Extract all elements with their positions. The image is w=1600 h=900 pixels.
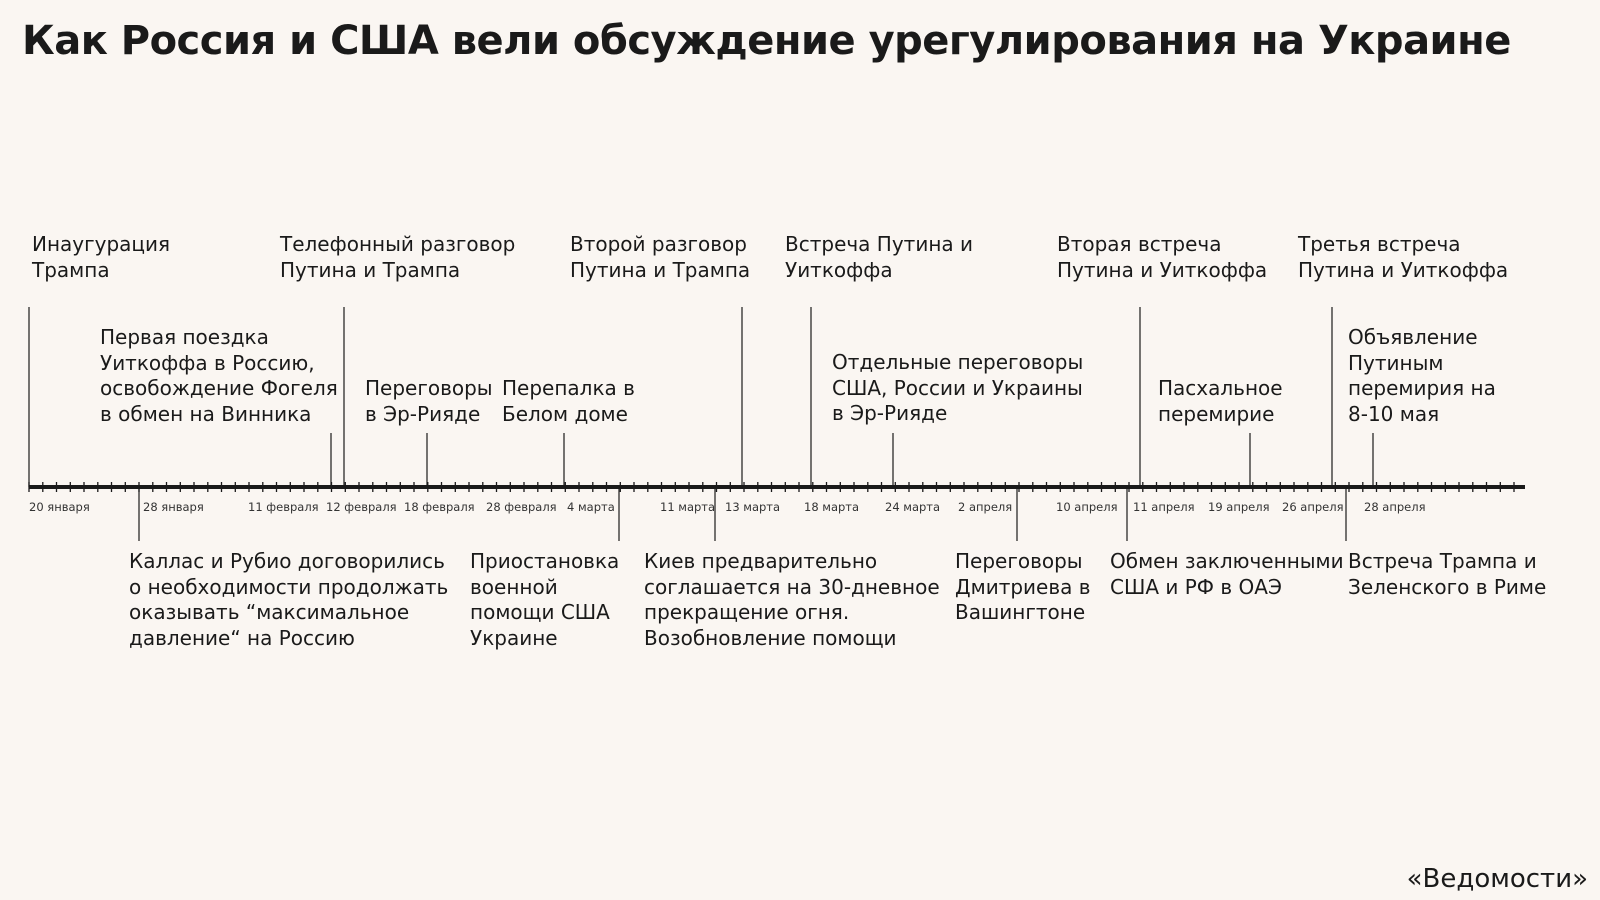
event-aid-suspension: Приостановка военной помощи США Украине — [470, 549, 620, 650]
event-easter-truce: Пасхальное перемирие — [1158, 376, 1283, 426]
axis-date-label: 28 января — [143, 500, 204, 514]
event-prisoner-exchange: Обмен заключенными США и РФ в ОАЭ — [1110, 549, 1344, 599]
event-separate-riyadh-talks: Отдельные переговоры США, России и Украины в Эр-Рияде — [832, 350, 1084, 426]
event-may-truce-announcement: Объявление Путиным перемирия на 8-10 мая — [1348, 325, 1496, 426]
event-inauguration: Инаугурация Трампа — [32, 232, 171, 282]
event-second-call: Второй разговор Путина и Трампа — [570, 232, 751, 282]
axis-date-label: 2 апреля — [958, 500, 1013, 514]
axis-date-label: 28 апреля — [1364, 500, 1426, 514]
axis-date-label: 18 марта — [804, 500, 860, 514]
axis-date-label: 10 апреля — [1056, 500, 1118, 514]
event-third-putin-witkoff-meeting: Третья встреча Путина и Уиткоффа — [1298, 232, 1509, 282]
event-trump-zelensky-rome: Встреча Трампа и Зеленского в Риме — [1348, 549, 1547, 599]
axis-date-label: 11 апреля — [1133, 500, 1195, 514]
axis-date-label: 11 февраля — [248, 500, 319, 514]
axis-date-label: 20 января — [29, 500, 90, 514]
vedomosti-logo: «Ведомости» — [1406, 864, 1588, 894]
event-second-putin-witkoff-meeting: Вторая встреча Путина и Уиткоффа — [1057, 232, 1268, 282]
event-kyiv-ceasefire: Киев предварительно соглашается на 30-дневное прекращение огня. Возобновление помощи — [644, 549, 940, 650]
axis-date-label: 4 марта — [567, 500, 615, 514]
axis-date-label: 11 марта — [660, 500, 716, 514]
event-riyadh-talks: Переговоры в Эр-Рияде — [365, 376, 493, 426]
axis-date-label: 12 февраля — [326, 500, 397, 514]
page-title: Как Россия и США вели обсуждение урегулирования на Украине — [22, 18, 1511, 64]
axis-date-label: 24 марта — [885, 500, 941, 514]
axis-date-label: 19 апреля — [1208, 500, 1270, 514]
axis-date-label: 28 февраля — [486, 500, 557, 514]
event-white-house-spat: Перепалка в Белом доме — [502, 376, 635, 426]
event-kallas-rubio: Каллас и Рубио договорились о необходимости продолжать оказывать “максимальное давление“ на Россию — [129, 549, 449, 650]
event-dmitriev-washington: Переговоры Дмитриева в Вашингтоне — [955, 549, 1091, 625]
event-putin-witkoff-meeting: Встреча Путина и Уиткоффа — [785, 232, 974, 282]
axis-date-label: 13 марта — [725, 500, 781, 514]
axis-date-label: 18 февраля — [404, 500, 475, 514]
event-witkoff-first-trip: Первая поездка Уиткоффа в Россию, освобождение Фогеля в обмен на Винника — [100, 325, 338, 426]
axis-date-label: 26 апреля — [1282, 500, 1344, 514]
event-first-call: Телефонный разговор Путина и Трампа — [280, 232, 516, 282]
